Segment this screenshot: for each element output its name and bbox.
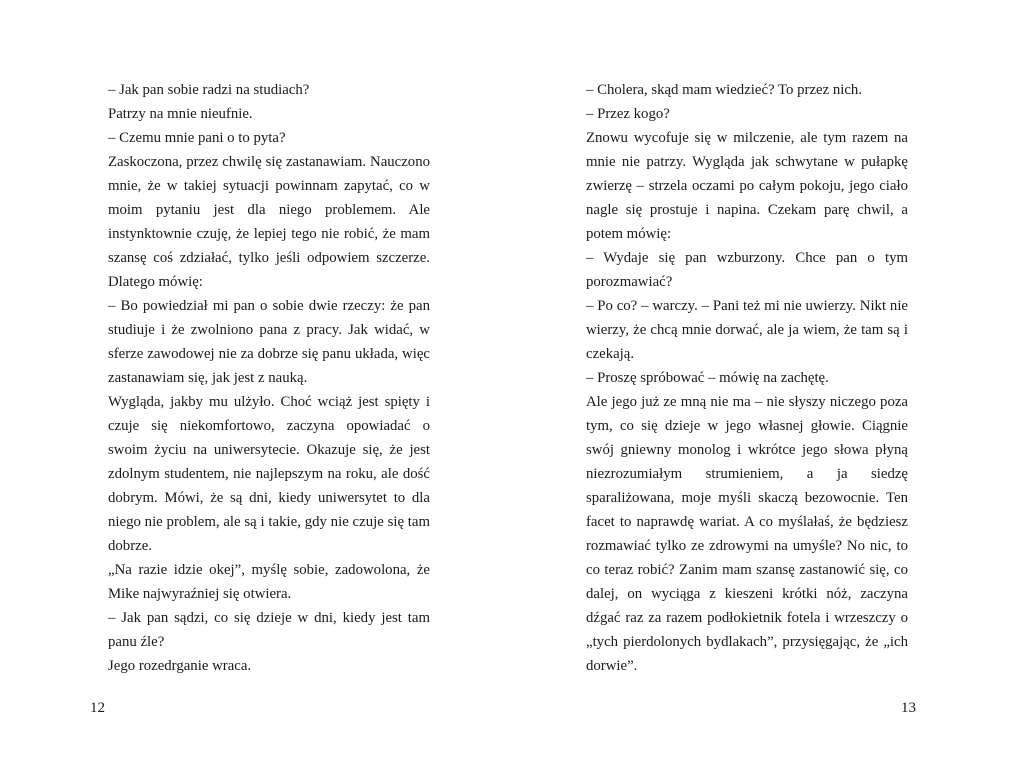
paragraph: – Czemu mnie pani o to pyta? bbox=[108, 130, 286, 146]
paragraph: „Na razie idzie okej”, myślę sobie, zadowolona, że Mike najwyraźniej się otwiera. bbox=[108, 562, 430, 602]
paragraph: – Proszę spróbować – mówię na zachętę. bbox=[586, 370, 829, 386]
paragraph: – Cholera, skąd mam wiedzieć? To przez nich. bbox=[586, 82, 863, 98]
left-page bbox=[108, 78, 430, 678]
paragraph: Zaskoczona, przez chwilę się zastanawiam. Nauczono mnie, że w takiej sytuacji powinnam zapytać, co w moim pytaniu jest dla niego problemem. Ale instynktownie czuję, że lepiej tego nie robić, że mam szansę coś zdziałać, tylko jeśli odpowiem szczerze. Dlatego mówię: bbox=[108, 154, 430, 290]
paragraph: – Po co? – warczy. – Pani też mi nie uwierzy. Nikt nie wierzy, że chcą mnie dorwać, ale ja wiem, że tam są i czekają. bbox=[586, 298, 908, 362]
paragraph: Ale jego już ze mną nie ma – nie słyszy niczego poza tym, co się dzieje w jego własnej głowie. Ciągnie swój gniewny monolog i wkrótce jego słowa płyną niezrozumiałym strumieniem, a ja siedzę sparaliżowana, moje myśli skaczą bezowocnie. Ten facet to naprawdę wariat. A co myślałaś, że będziesz rozmawiać tylko ze zdrowymi na umyśle? No nic, to co teraz robić? Zanim mam szansę zastanowić się, co dalej, on wyciąga z kieszeni krótki nóż, zaczyna dźgać raz za razem podłokietnik fotela i wrzeszczy o „tych pierdolonych bydlakach”, przysięgając, że „ich dorwie”. bbox=[586, 394, 908, 674]
paragraph: – Jak pan sobie radzi na studiach? bbox=[108, 82, 310, 98]
paragraph: Wygląda, jakby mu ulżyło. Choć wciąż jest spięty i czuje się niekomfortowo, zaczyna opowiadać o swoim życiu na uniwersytecie. Okazuje się, że jest zdolnym studentem, nie najlepszym na roku, ale dość dobrym. Mówi, że są dni, kiedy uniwersytet to dla niego nie problem, ale są i takie, gdy nie czuje się tam dobrze. bbox=[108, 394, 430, 554]
paragraph: – Wydaje się pan wzburzony. Chce pan o tym porozmawiać? bbox=[586, 250, 908, 290]
page-number-left: 12 bbox=[90, 700, 105, 716]
page-number-right: 13 bbox=[901, 700, 916, 716]
paragraph: Patrzy na mnie nieufnie. bbox=[108, 106, 253, 122]
paragraph: – Jak pan sądzi, co się dzieje w dni, kiedy jest tam panu źle? bbox=[108, 610, 430, 650]
paragraph: – Przez kogo? bbox=[586, 106, 670, 122]
paragraph: Jego rozedrganie wraca. bbox=[108, 658, 252, 674]
paragraph: – Bo powiedział mi pan o sobie dwie rzeczy: że pan studiuje i że zwolniono pana z pracy. Jak widać, w sferze zawodowej nie za dobrze się panu układa, więc zastanawiam się, jak jest z nauką. bbox=[108, 298, 430, 386]
right-page bbox=[586, 78, 908, 678]
paragraph: Znowu wycofuje się w milczenie, ale tym razem na mnie nie patrzy. Wygląda jak schwytane w pułapkę zwierzę – strzela oczami po całym pokoju, jego ciało nagle się prostuje i napina. Czekam parę chwil, a potem mówię: bbox=[586, 130, 908, 242]
